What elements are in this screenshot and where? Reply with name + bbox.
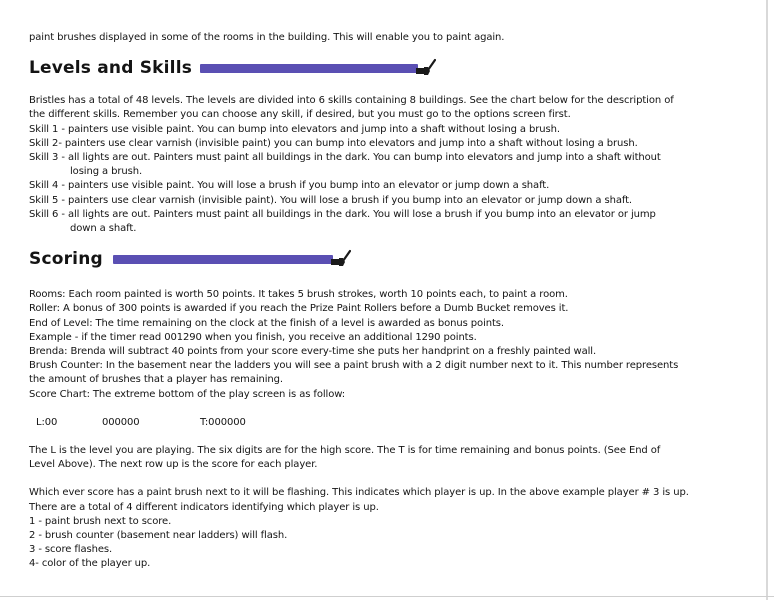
- indicators-intro-line-2: There are a total of 4 different indicators identifying which player is up.: [29, 501, 379, 513]
- scoring-brenda: Brenda: Brenda will subtract 40 points from your score every-time she puts her handprint on a freshly painted wall.: [29, 346, 597, 358]
- scoring-heading: Scoring: [29, 249, 103, 270]
- scoring-heading-row: [29, 244, 764, 274]
- skill-4: Skill 4 - painters use visible paint. You will lose a brush if you bump into an elevator or jump down a shaft.: [29, 180, 550, 192]
- scoring-roller: Roller: A bonus of 300 points is awarded if you reach the Prize Paint Rollers before a Dumb Bucket removes it.: [29, 303, 569, 315]
- skill-1: Skill 1 - painters use visible paint. You can bump into elevators and jump into a shaft without losing a brush.: [29, 123, 560, 135]
- scoring-rooms: Rooms: Each room painted is worth 50 points. It takes 5 brush strokes, worth 10 points each, to paint a room.: [29, 289, 568, 301]
- skill-3: Skill 3 - all lights are out. Painters must paint all buildings in the dark. You can bump into elevators and jump into a shaft without: [29, 152, 661, 164]
- levels-paragraph-line-2: the different skills. Remember you can choose any skill, if desired, but you must go to the options screen first.: [29, 109, 571, 121]
- scoring-brush-counter-continued: the amount of brushes that a player has remaining.: [29, 374, 283, 386]
- skill-3-continued: losing a brush.: [70, 166, 143, 178]
- paint-brush-icon: [416, 57, 436, 79]
- indicator-3: 3 - score flashes.: [29, 544, 113, 556]
- paint-brush-icon: [331, 248, 351, 270]
- scoring-score-chart: Score Chart: The extreme bottom of the play screen is as follow:: [29, 388, 346, 400]
- page-edge-right: [766, 0, 768, 600]
- indicators-intro-line-1: Which ever score has a paint brush next to it will be flashing. This indicates which player is up. In the above example player # 3 is up.: [29, 487, 689, 499]
- skill-5: Skill 5 - painters use clear varnish (invisible paint). You will lose a brush if you bump into an elevator or jump down a shaft.: [29, 194, 633, 206]
- levels-heading: Levels and Skills: [29, 58, 193, 79]
- intro-line: paint brushes displayed in some of the rooms in the building. This will enable you to paint again.: [29, 32, 505, 43]
- score-chart-level: L:00: [36, 416, 58, 428]
- scoring-example: Example - if the timer read 001290 when you finish, you receive an additional 1290 points.: [29, 331, 477, 343]
- skill-6-continued: down a shaft.: [70, 223, 137, 235]
- levels-paragraph-line-1: Bristles has a total of 48 levels. The levels are divided into 6 skills containing 8 buildings. See the chart below for the description of: [29, 95, 674, 107]
- score-chart-time: T:000000: [200, 416, 246, 428]
- score-chart-high-score: 000000: [102, 416, 140, 428]
- indicator-2: 2 - brush counter (basement near ladders) will flash.: [29, 530, 288, 542]
- indicator-1: 1 - paint brush next to score.: [29, 515, 172, 527]
- indicator-4: 4- color of the player up.: [29, 558, 151, 570]
- score-explain-line-2: Level Above). The next row up is the score for each player.: [29, 459, 318, 471]
- page-content: [29, 31, 764, 572]
- paint-brush-divider: [200, 57, 436, 79]
- skill-2: Skill 2- painters use clear varnish (invisible paint) you can bump into elevators and jump into a shaft without losing a brush.: [29, 137, 638, 149]
- score-chart-example: [29, 416, 764, 430]
- paint-brush-divider: [113, 248, 351, 270]
- brush-stroke-bar: [113, 255, 333, 264]
- brush-stroke-bar: [200, 64, 418, 73]
- score-explain-line-1: The L is the level you are playing. The six digits are for the high score. The T is for time remaining and bonus points. (See End of: [29, 445, 661, 457]
- scoring-end-of-level: End of Level: The time remaining on the clock at the finish of a level is awarded as bonus points.: [29, 317, 504, 329]
- page-edge-bottom: [0, 596, 774, 597]
- levels-heading-row: [29, 53, 764, 83]
- scoring-brush-counter: Brush Counter: In the basement near the ladders you will see a paint brush with a 2 digit number next to it. This number represents: [29, 360, 679, 372]
- skill-6: Skill 6 - all lights are out. Painters must paint all buildings in the dark. You will lose a brush if you bump into an elevator or jump: [29, 208, 656, 220]
